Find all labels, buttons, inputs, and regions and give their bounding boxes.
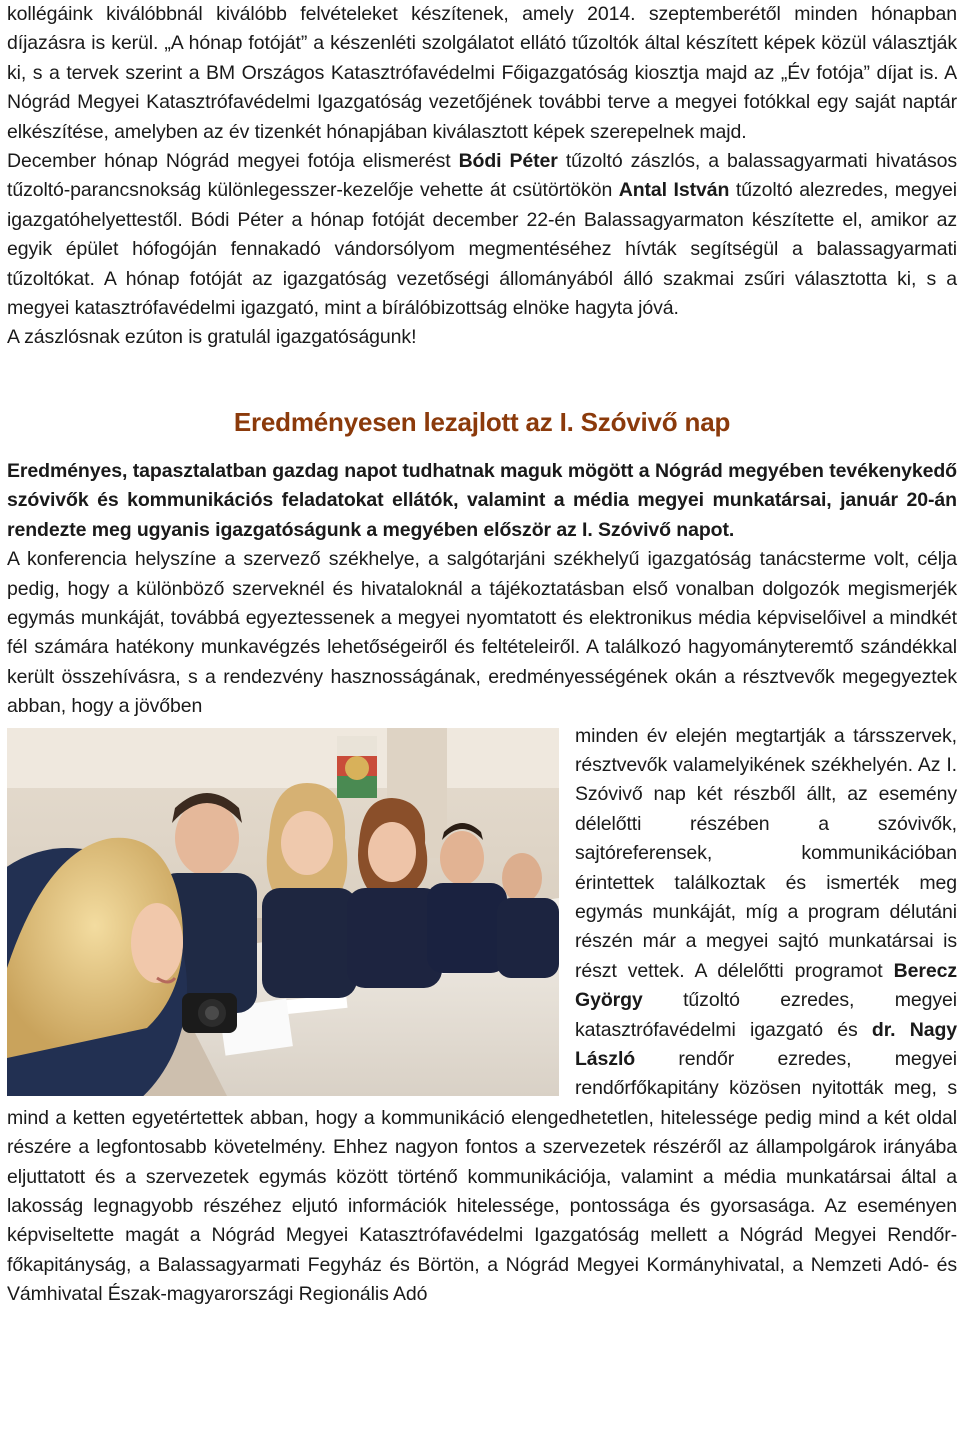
paragraph-photo-contest xyxy=(7,0,957,147)
person-name-nagy: dr. Nagy László xyxy=(575,1018,957,1070)
paragraph-text: A zászlósnak ezúton is gratulál igazgatóságunk! xyxy=(7,326,417,349)
paragraph-text: tűzoltó alezredes, megyei igazgatóhelyettestől. Bódi Péter a hónap fotóját december 22-én Balassagyarmaton készítette el, amikor az egyik épület hófogóján fennakadó vándorsólyom megmentéséhez hívták segítségül a balassagyarmati tűzoltókat. A hónap fotóját az igazgatóság vezetőségi állományából álló szakmai zsűri választotta ki, s a megyei katasztrófavédelmi igazgató, mint a bírálóbizottság elnöke hagyta jóvá. xyxy=(7,179,957,320)
paragraph-text: minden év elején megtartják a társszervek, résztvevők valamelyikének székhelyén. Az I. Szóvivő nap két részből állt, az esemény délelőtti részében a szóvivők, sajtóreferensek, kommunikációban érintettek találkoztak és ismerték meg egymás munkáját, míg a program délutáni részén már a megyei sajtó munkatársai is részt vettek. A délelőtti programot xyxy=(575,724,957,982)
article-lead: Eredményes, tapasztalatban gazdag napot tudhatnak maguk mögött a Nógrád megyében tevékenykedő szóvivők és kommunikációs feladatokat ellátók, valamint a média megyei munkatársai, január 20-án rendezte meg ugyanis igazgatóságunk a megyében először az I. Szóvivő napot. xyxy=(7,459,957,541)
person-name-berecz: Berecz György xyxy=(575,959,957,1012)
paragraph-text: December hónap Nógrád megyei fotója elismerést xyxy=(7,150,459,173)
paragraph-text: tűzoltó ezredes, megyei katasztrófavédelmi igazgató és xyxy=(575,989,957,1041)
paragraph-december-photo xyxy=(7,147,957,323)
article-headline: Eredményesen lezajlott az I. Szóvivő nap xyxy=(233,406,731,437)
paragraph-congrats xyxy=(7,323,957,352)
conference-photo xyxy=(7,728,559,1096)
paragraph-text: tűzoltó zászlós, a balassagyarmati hivatásos tűzoltó-parancsnokság különlegesszer-kezelője vehette át csütörtökön xyxy=(7,150,957,202)
person-name-antal: Antal István xyxy=(618,179,730,202)
article-page xyxy=(7,0,957,1310)
paragraph-conference: A konferencia helyszíne a szervező székhelye, a salgótarjáni székhelyű igazgatóság tanácsterme volt, célja pedig, hogy a különböző szerveknél és hivataloknál a tájékoztatásban első vonalban dolgozók megismerjék egymás munkáját, továbbá egyeztessenek a megyei nyomtatott és elektronikus média képviselőivel a mindkét fél számára hatékony munkavégzés lehetőségeiről és feltételeiről. A találkozó hagyományteremtő szándékkal került összehívásra, s a rendezvény hasznosságának, eredményességének okán a résztvevők megegyeztek abban, hogy a jövőben xyxy=(7,548,957,718)
paragraph-text: rendőr ezredes, megyei rendőrfőkapitány közösen nyitották meg, s mind a ketten egyetértettek abban, hogy a kommunikáció elengedhetetlen, hitelessége pedig mind a két oldal részére a legfontosabb követelmény. Ehhez nagyon fontos a szervezetek részéről az állampolgárok irányába eljuttatott és a szervezetek egymás között történő kommunikációja, valamint a média munkatársai által a lakosság legnagyobb részéhez eljutó információk hitelessége, pontossága és gyorsasága. Az eseményen képviseltette magát a Nógrád Megyei Katasztrófavédelmi Igazgatóság mellett a Nógrád Megyei Rendőr-főkapitányság, a Balassagyarmati Fegyház és Börtön, a Nógrád Megyei Kormányhivatal, a Nemzeti Adó- és Vámhivatal Észak-magyarországi Regionális Adó xyxy=(7,1048,957,1306)
paragraph-text: kollégáink kiválóbbnál kiválóbb felvételeket készítenek, amely 2014. szeptemberétől minden hónapban díjazásra is kerül. „A hónap fotóját” a készenléti szolgálatot ellátó tűzoltók által készített képek közül választják ki, s a tervek szerint a BM Országos Katasztrófavédelmi Főigazgatóság kiosztja majd az „Év fotója” díjat is. A Nógrád Megyei Katasztrófavédelmi Igazgatóság vezetőjének további terve a megyei fotókkal egy saját naptár elkészítése, amelyben az év tizenkét hónapjában kiválasztott képek szerepelnek majd. xyxy=(7,3,957,143)
person-name-bodi: Bódi Péter xyxy=(458,150,558,173)
conference-photo-illustration xyxy=(7,728,559,1096)
